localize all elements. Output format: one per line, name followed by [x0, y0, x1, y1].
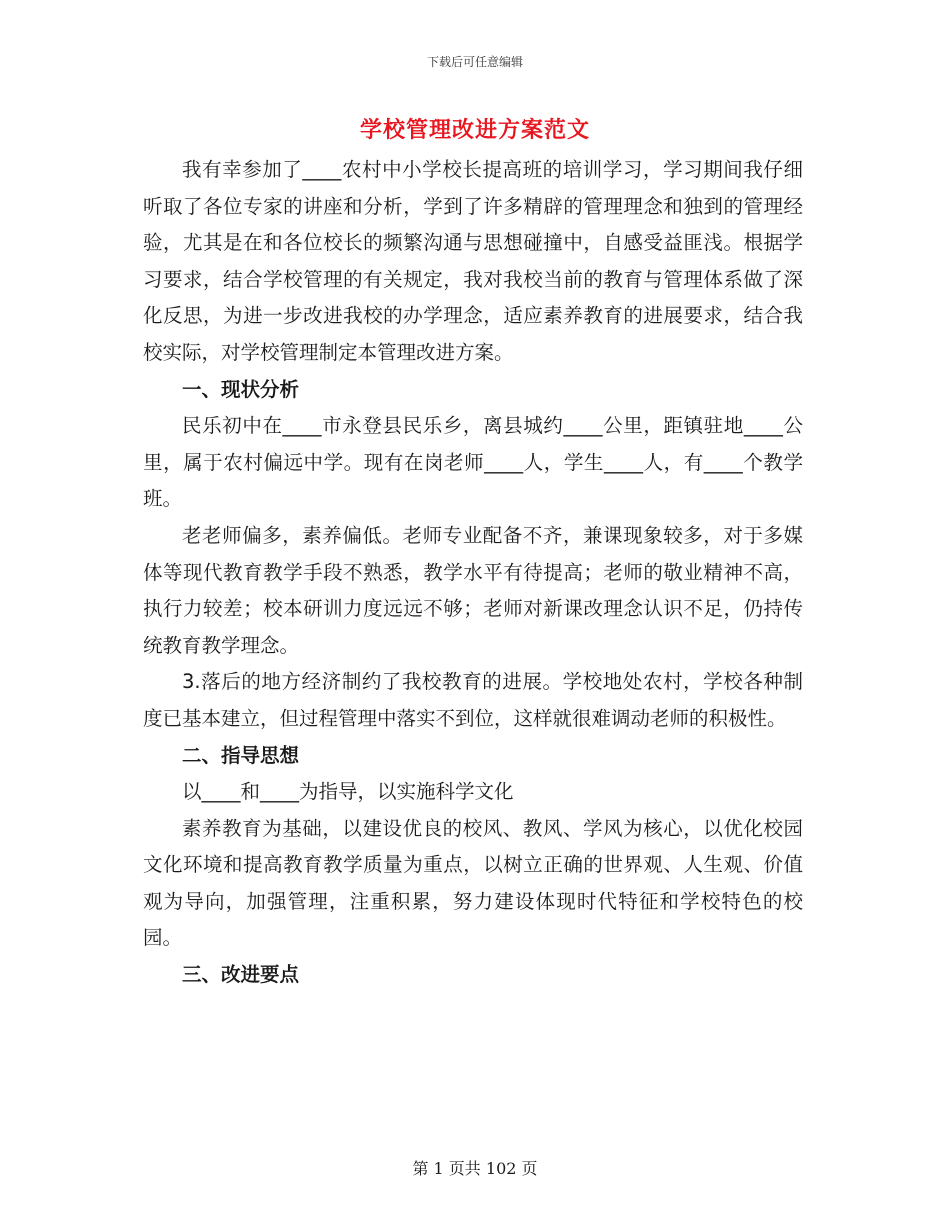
paragraph-economy: 3.落后的地方经济制约了我校教育的进展。学校地处农村，学校各种制度已基本建立，但过程管理中落实不到位，这样就很难调动老师的积极性。 — [143, 670, 803, 730]
paragraph-guidance-body: 素养教育为基础，以建设优良的校风、教风、学风为核心，以优化校园文化环境和提高教育教学质量为重点，以树立正确的世界观、人生观、价值观为导向，加强管理，注重积累，努力建设体现时代特征和学校特色的校园。 — [143, 816, 803, 950]
section-heading-guidance: 二、指导思想 — [182, 743, 300, 767]
document-title: 学校管理改进方案范文 — [359, 117, 590, 143]
header-note: 下载后可任意编辑 — [426, 55, 523, 69]
section-heading-status: 一、现状分析 — [182, 377, 300, 401]
document-body — [143, 152, 803, 994]
paragraph-guidance-line: 以____和____为指导，以实施科学文化 — [182, 780, 514, 804]
paragraph-teachers: 老老师偏多，素养偏低。老师专业配备不齐，兼课现象较多，对于多媒体等现代教育教学手段不熟悉，教学水平有待提高；老师的敬业精神不高，执行力较差；校本研训力度远远不够；老师对新课改理念认识不足，仍持传统教育教学理念。 — [143, 523, 803, 657]
page-number: 第 1 页共 102 页 — [412, 1159, 538, 1178]
paragraph-school-info: 民乐初中在____市永登县民乐乡，离县城约____公里，距镇驻地____公里，属于农村偏远中学。现有在岗老师____人，学生____人，有____个教学班。 — [143, 414, 803, 511]
paragraph-intro: 我有幸参加了____农村中小学校长提高班的培训学习，学习期间我仔细听取了各位专家的讲座和分析，学到了许多精辟的管理理念和独到的管理经验，尤其是在和各位校长的频繁沟通与思想碰撞中，自感受益匪浅。根据学习要求，结合学校管理的有关规定，我对我校当前的教育与管理体系做了深化反思，为进一步改进我校的办学理念，适应素养教育的进展要求，结合我校实际，对学校管理制定本管理改进方案。 — [143, 158, 803, 364]
section-heading-improvements: 三、改进要点 — [182, 963, 300, 987]
